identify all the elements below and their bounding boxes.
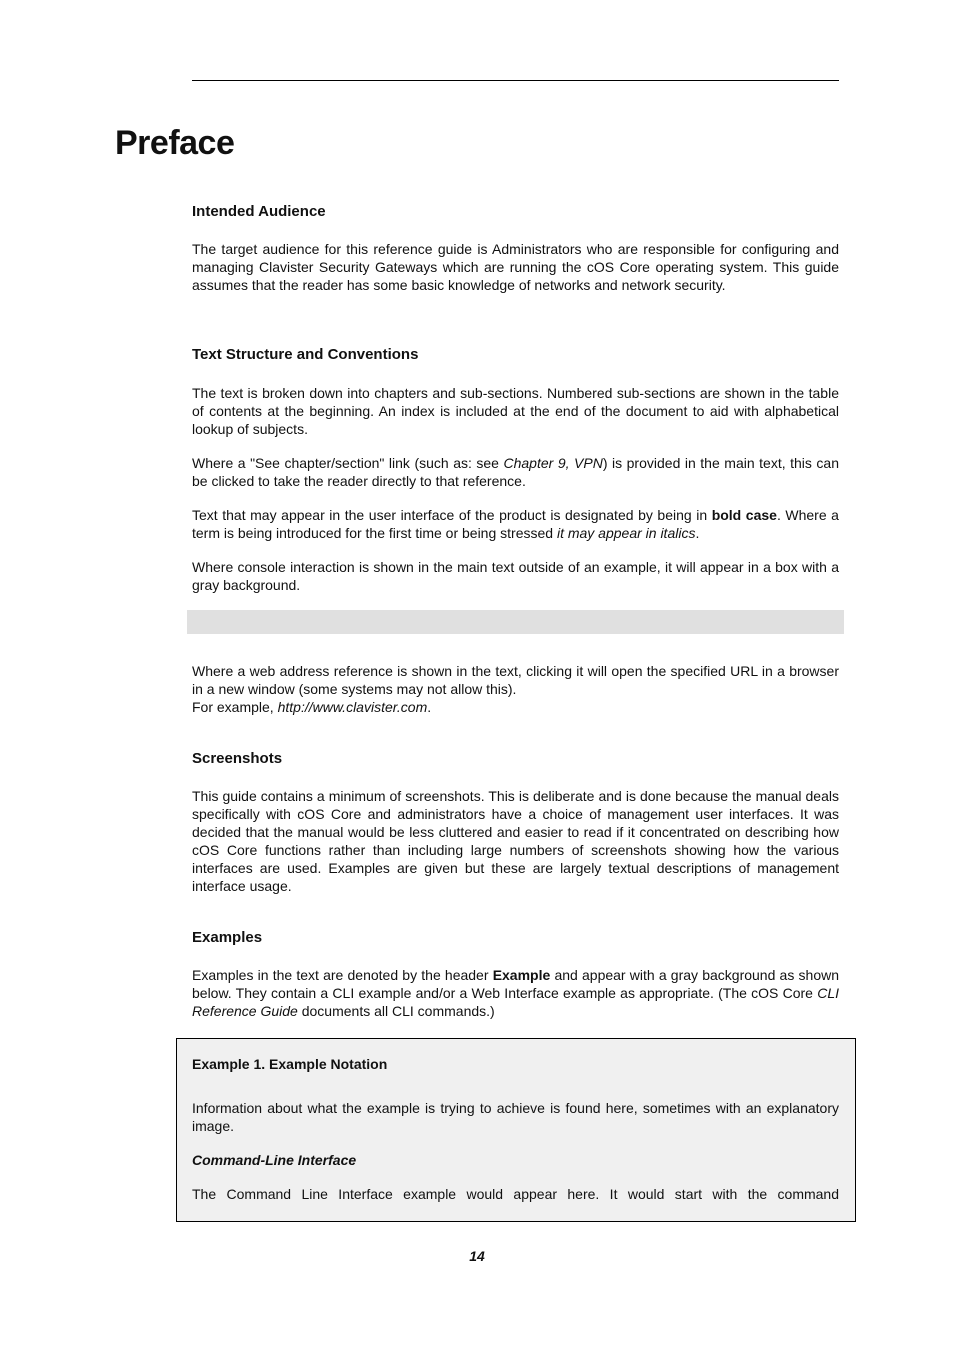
header-rule xyxy=(192,80,839,81)
cli-heading: Command-Line Interface xyxy=(192,1152,357,1168)
heading-intended-audience: Intended Audience xyxy=(192,203,326,220)
text: . xyxy=(427,699,432,715)
conventions-p5 xyxy=(192,662,839,716)
audience-paragraph xyxy=(192,240,839,294)
conventions-p3 xyxy=(192,506,839,542)
conventions-p2 xyxy=(192,454,839,490)
paragraph: Where console interaction is shown in the main text outside of an example, it will appear in a box with a gray background. xyxy=(192,559,839,593)
text: . xyxy=(695,525,700,541)
text: For example, xyxy=(192,699,278,715)
heading-screenshots: Screenshots xyxy=(192,750,283,767)
text: Where a web address reference is shown in the text, clicking it will open the specified URL in a browser in a new window (some systems may not allow this). xyxy=(192,663,839,697)
text: . Where a term is being introduced for the first time or being stressed xyxy=(192,507,839,541)
text: documents all CLI commands.) xyxy=(297,1003,495,1019)
heading-examples: Examples xyxy=(192,929,263,946)
conventions-p4 xyxy=(192,558,839,594)
italic-text: CLI Reference Guide xyxy=(192,985,839,1019)
paragraph: The target audience for this reference guide is Administrators who are responsible for configuring and managing Clavister Security Gateways which are running the cOS Core operating system. This guide assumes that the reader has some basic knowledge of networks and network security. xyxy=(192,241,839,293)
text: Text that may appear in the user interface of the product is designated by being in xyxy=(192,507,712,523)
italic-example: it may appear in italics xyxy=(556,525,696,541)
console-box xyxy=(187,610,844,634)
bold-example: bold case xyxy=(711,507,777,523)
example-box xyxy=(176,1038,856,1222)
page-title: Preface xyxy=(115,124,235,162)
screenshots-paragraph xyxy=(192,787,839,895)
chapter-link[interactable]: Chapter 9, VPN xyxy=(503,455,603,471)
cli-text: The Command Line Interface example would appear here. It would start with the command xyxy=(192,1186,839,1202)
paragraph: This guide contains a minimum of screenshots. This is deliberate and is done because the manual deals specifically with cOS Core and administrators have a choice of management user interfaces. It was decided that the manual would be less cluttered and easier to read if it concentrated on describing how cOS Core functions rather than including large numbers of screenshots showing how the various interfaces are used. Examples are given but these are largely textual descriptions of management interface usage. xyxy=(192,788,839,894)
example-title: Example 1. Example Notation xyxy=(192,1056,388,1072)
web-link[interactable]: http://www.clavister.com xyxy=(277,699,428,715)
page-number: 14 xyxy=(469,1248,485,1264)
bold-text: Example xyxy=(492,967,551,983)
heading-text-structure: Text Structure and Conventions xyxy=(192,346,419,363)
text: Examples in the text are denoted by the header xyxy=(192,967,493,983)
text: ) is provided in the main text, this can be clicked to take the reader directly to that reference. xyxy=(192,455,840,489)
text: and appear with a gray background as shown below. They contain a CLI example and/or a Web Interface example as appropriate. (The cOS Core xyxy=(192,967,839,1001)
example-info: Information about what the example is trying to achieve is found here, sometimes with an explanatory image. xyxy=(192,1100,839,1134)
examples-paragraph xyxy=(192,966,839,1020)
conventions-p1 xyxy=(192,384,839,438)
text: Where a "See chapter/section" link (such as: see xyxy=(192,455,504,471)
paragraph: The text is broken down into chapters and sub-sections. Numbered sub-sections are shown in the table of contents at the beginning. An index is included at the end of the document to aid with alphabetical lookup of subjects. xyxy=(192,385,839,437)
